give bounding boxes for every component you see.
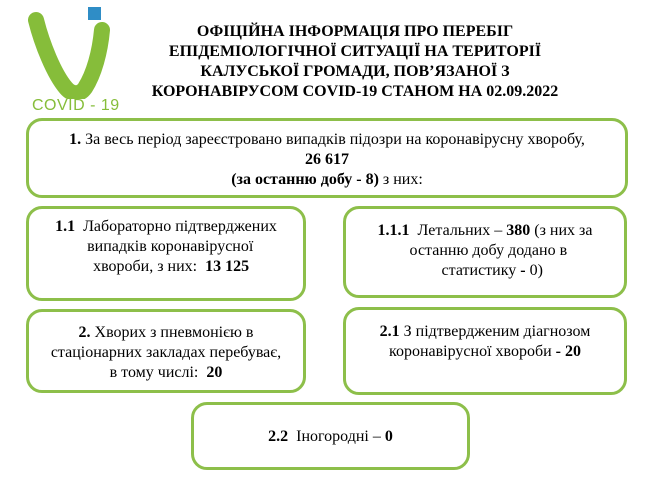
value: 0) — [529, 262, 543, 279]
logo-caption: COVID - 19 — [32, 97, 120, 114]
title-line: ЕПІДЕМІОЛОГІЧНОЇ СИТУАЦІЇ НА ТЕРИТОРІЇ — [168, 43, 542, 60]
nonresident-box — [191, 402, 470, 470]
lab-confirmed-line1 — [55, 217, 277, 237]
lethal-line1 — [378, 221, 593, 241]
title-line: КАЛУСЬКОЇ ГРОМАДИ, ПОВ’ЯЗАНОЇ З — [200, 63, 510, 80]
item-label: З підтвердженим діагнозом — [399, 323, 591, 340]
item-label: хвороби, з них: — [93, 258, 198, 275]
pneumonia-line1 — [29, 323, 303, 343]
total-suspected-text — [29, 130, 625, 150]
title-line: КОРОНАВІРУСОМ COVID-19 СТАНОМ НА 02.09.2022 — [151, 83, 559, 100]
lab-confirmed-line2: випадків коронавірусної — [87, 238, 254, 255]
nonresident-line — [194, 427, 467, 447]
last-day-label: (за останню добу — [231, 171, 353, 188]
lethal-line3 — [378, 261, 593, 281]
value: 13 125 — [205, 258, 250, 275]
item-label: Летальних – — [417, 222, 503, 239]
item-label: Іногородні – — [296, 428, 381, 445]
item-number: 2. — [78, 324, 91, 341]
item-label: статистику — [441, 262, 517, 279]
confirmed-diagnosis-line1 — [346, 322, 624, 342]
value: - — [516, 262, 530, 279]
item-label: Лабораторно підтверджених — [83, 218, 277, 235]
title-line: ОФІЦІЙНА ІНФОРМАЦІЯ ПРО ПЕРЕБІГ — [196, 23, 514, 40]
value: 380 — [506, 222, 531, 239]
value: - 20 — [555, 343, 581, 360]
pneumonia-line3 — [29, 363, 303, 383]
value: 26 617 — [305, 151, 349, 168]
item-label: коронавірусної хвороби — [389, 343, 552, 360]
item-label: (з них за — [530, 222, 593, 239]
pneumonia-box — [26, 309, 306, 393]
item-number: 1. — [69, 131, 82, 148]
suffix: з них: — [378, 171, 423, 188]
value: 0 — [384, 428, 393, 445]
lab-confirmed-line3 — [55, 257, 277, 277]
pneumonia-line2: стаціонарних закладах перебуває, — [50, 344, 282, 361]
page-title — [130, 22, 580, 102]
covid-logo — [28, 4, 128, 114]
confirmed-diagnosis-line2 — [346, 342, 624, 362]
last-day-line — [29, 170, 625, 190]
item-label: в тому числі: — [109, 364, 199, 381]
item-number: 2.2 — [268, 428, 289, 445]
last-day-value: - 8) — [352, 171, 379, 188]
item-label: Хворих з пневмонією в — [90, 324, 254, 341]
total-suspected-box — [26, 118, 628, 198]
value: 20 — [206, 364, 223, 381]
lethal-box — [343, 206, 627, 298]
item-number: 2.1 — [379, 323, 400, 340]
covid-v-logo-icon — [28, 4, 128, 99]
total-suspected-value — [29, 150, 625, 170]
confirmed-diagnosis-box — [343, 307, 627, 395]
lethal-line2: останню добу додано в — [409, 242, 568, 259]
item-number: 1.1.1 — [377, 222, 410, 239]
lab-confirmed-box — [26, 206, 306, 301]
item-number: 1.1 — [55, 218, 76, 235]
item-label: За весь період зареєстровано випадків підозри на коронавірусну хворобу, — [81, 131, 585, 148]
